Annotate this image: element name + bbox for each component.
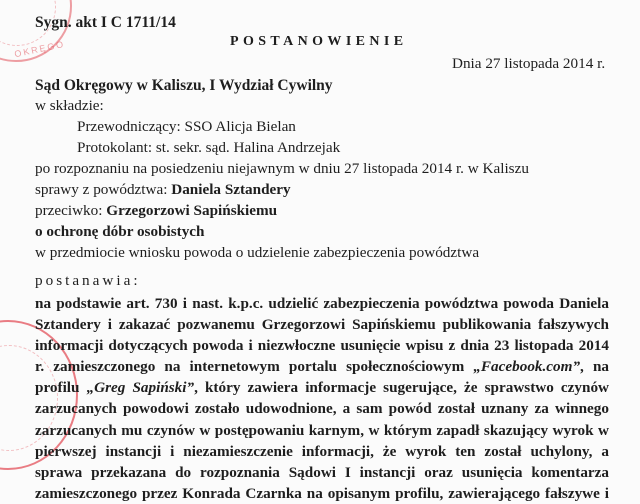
- document-date: Dnia 27 listopada 2014 r.: [452, 55, 606, 72]
- ruling-line: pierwszej instancji i niezamieszczenie informacji, że wyrok ten został uchylony, a: [35, 442, 609, 460]
- against-label: przeciwko:: [35, 202, 107, 219]
- document-title: POSTANOWIENIE: [230, 34, 408, 49]
- ruling-line: Sztandery i zakazać pozwanemu Grzegorzowi Sapińskiemu publikowania fałszywych: [35, 316, 609, 334]
- ruling-line: informacji dotyczących powoda i niezwłoczne usunięcie wpisu z dnia 23 listopada 2014: [35, 337, 609, 355]
- hearing-info: po rozpoznaniu na posiedzeniu niejawnym w dniu 27 listopada 2014 r. w Kaliszu: [35, 160, 529, 177]
- claim-line: [35, 182, 291, 197]
- against-line: [35, 203, 277, 218]
- stamp-text: OKRĘGO: [13, 38, 66, 60]
- ruling-line: sprawa przekazana do rozpoznania Sądowi I instancji oraz usunięcia komentarza: [35, 463, 609, 481]
- ruling-line: zarzucanych mu czynów w postępowaniu karnym, w którym zapadł skazujący wyrok w: [35, 421, 609, 439]
- ruling-line: na podstawie art. 730 i nast. k.p.c. udzielić zabezpieczenia powództwa powoda Daniela: [35, 295, 609, 312]
- claim-label: sprawy z powództwa:: [35, 181, 172, 198]
- ruling-line: profilu „Greg Sapiński”, który zawiera informacje sugerujące, że sprawstwo czynów: [35, 379, 610, 397]
- ruling-text: [35, 293, 609, 504]
- case-subject: o ochronę dóbr osobistych: [35, 223, 205, 240]
- composition-label: w składzie:: [35, 97, 104, 114]
- claimant-name: Daniela Sztandery: [171, 181, 291, 198]
- ruling-line: r. zamieszczonego na internetowym portalu społecznościowym „Facebook.com”, na: [35, 358, 609, 376]
- court-name: Sąd Okręgowy w Kaliszu, I Wydział Cywilny: [35, 77, 333, 94]
- defendant-name: Grzegorzowi Sapińskiemu: [106, 202, 278, 219]
- motion-subject: w przedmiocie wniosku powoda o udzielenie zabezpieczenia powództwa: [35, 244, 480, 261]
- presiding-judge: Przewodniczący: SSO Alicja Bielan: [77, 118, 296, 135]
- ruling-line: zamieszczonego przez Konrada Czarnka na opisanym profilu, zawierającego fałszywe i: [35, 484, 609, 502]
- case-signature: Sygn. akt I C 1711/14: [35, 14, 176, 31]
- court-clerk: Protokolant: st. sekr. sąd. Halina Andrzejak: [77, 139, 341, 156]
- decides-heading: postanawia:: [35, 272, 141, 289]
- quoted-name: „Greg Sapiński”: [86, 379, 195, 397]
- ruling-line: zarzucanych powodowi zostało udowodnione, a sam powód został uznany za winnego: [35, 400, 609, 418]
- quoted-name: „Facebook.com”: [473, 358, 581, 376]
